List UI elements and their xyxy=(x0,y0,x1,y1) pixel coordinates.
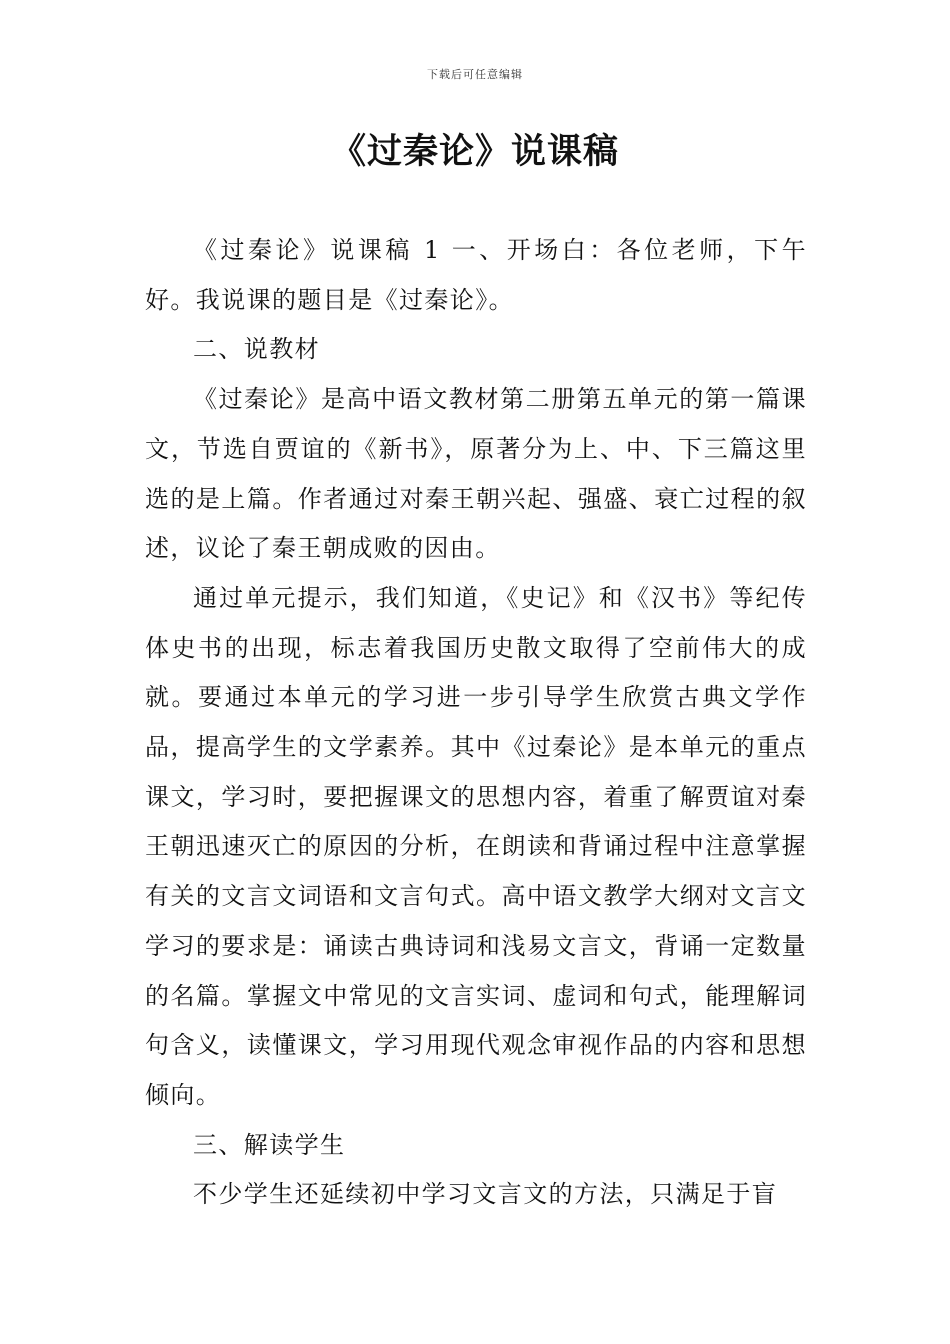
header-note: 下载后可任意编辑 xyxy=(427,68,523,81)
document-body xyxy=(145,226,807,1220)
paragraph-unit-notes: 通过单元提示，我们知道，《史记》和《汉书》等纪传体史书的出现，标志着我国历史散文取得了空前伟大的成就。要通过本单元的学习进一步引导学生欣赏古典文学作品，提高学生的文学素养。其中《过秦论》是本单元的重点课文，学习时，要把握课文的思想内容，着重了解贾谊对秦王朝迅速灭亡的原因的分析，在朗读和背诵过程中注意掌握有关的文言文词语和文言句式。高中语文教学大纲对文言文学习的要求是：诵读古典诗词和浅易文言文，背诵一定数量的名篇。掌握文中常见的文言实词、虚词和句式，能理解词句含义，读懂课文，学习用现代观念审视作品的内容和思想倾向。 xyxy=(145,583,807,1109)
document-title: 《过秦论》说课稿 xyxy=(330,132,619,172)
section-heading-students: 三、解读学生 xyxy=(193,1130,346,1159)
section-heading-textbook: 二、说教材 xyxy=(193,335,320,364)
paragraph-intro: 《过秦论》说课稿 1 一、开场白：各位老师，下午好。我说课的题目是《过秦论》。 xyxy=(145,236,807,314)
paragraph-students: 不少学生还延续初中学习文言文的方法，只满足于盲 xyxy=(193,1180,778,1209)
paragraph-textbook-overview: 《过秦论》是高中语文教材第二册第五单元的第一篇课文，节选自贾谊的《新书》，原著分为上、中、下三篇这里选的是上篇。作者通过对秦王朝兴起、强盛、衰亡过程的叙述，议论了秦王朝成败的因由。 xyxy=(145,385,807,563)
